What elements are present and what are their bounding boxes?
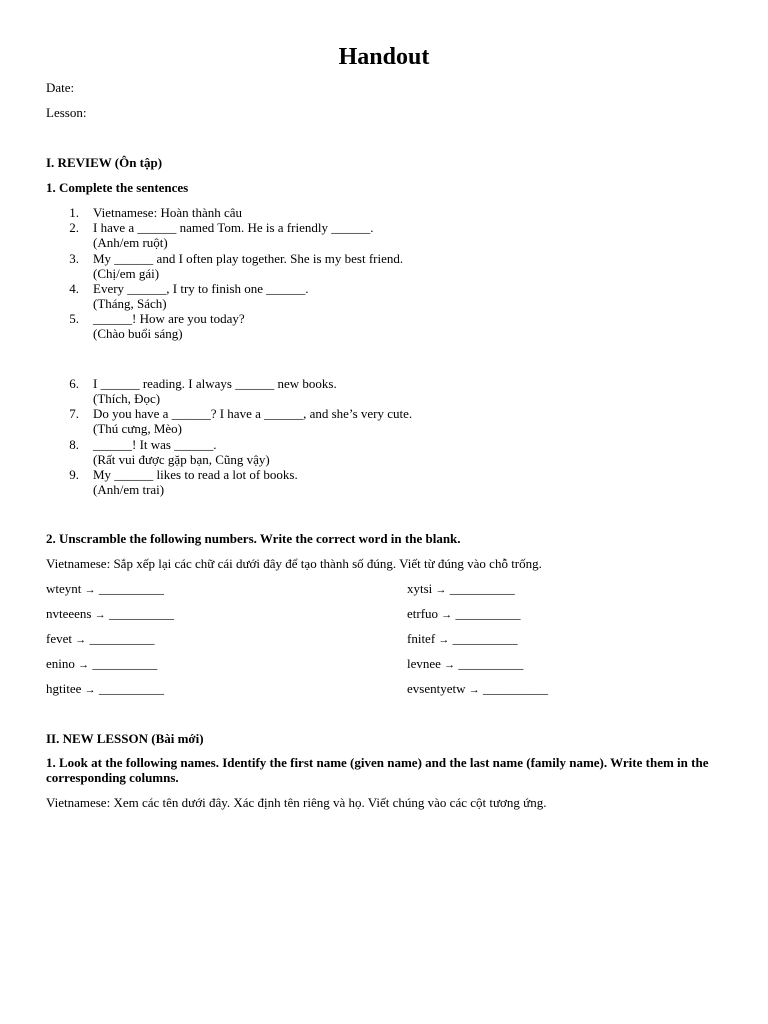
item-hint: (Chị/em gái)	[93, 266, 160, 281]
item-number: 4.	[69, 281, 79, 296]
answer-blank[interactable]: __________	[98, 681, 164, 696]
item-number: 1.	[69, 205, 79, 220]
item-hint: (Chào buổi sáng)	[93, 326, 183, 341]
item-hint: (Anh/em trai)	[93, 482, 165, 497]
scrambled-word: xytsi	[407, 581, 433, 596]
exercise-2-vietnamese: Vietnamese: Sắp xếp lại các chữ cái dưới đây để tạo thành số đúng. Viết từ đúng vào chỗ trống.	[46, 556, 542, 571]
item-text: Every ______, I try to finish one ______.	[93, 281, 309, 296]
unscramble-item	[46, 606, 174, 623]
item-number: 8.	[69, 437, 79, 452]
unscramble-item	[407, 581, 515, 598]
new-lesson-exercise-heading: 1. Look at the following names. Identify the first name (given name) and the last name (family name). Write them in the corresponding columns.	[46, 755, 709, 785]
arrow-icon: →	[84, 684, 96, 696]
new-lesson-vietnamese: Vietnamese: Xem các tên dưới đây. Xác định tên riêng và họ. Viết chúng vào các cột tương ứng.	[46, 795, 547, 810]
item-hint: (Tháng, Sách)	[93, 296, 167, 311]
answer-blank[interactable]: __________	[92, 656, 158, 671]
scrambled-word: nvteeens	[46, 606, 92, 621]
arrow-icon: →	[84, 584, 96, 596]
arrow-icon: →	[441, 609, 453, 621]
item-text: I ______ reading. I always ______ new books.	[93, 376, 337, 391]
scrambled-word: fevet	[46, 631, 72, 646]
scrambled-word: evsentyetw	[407, 681, 466, 696]
item-number: 6.	[69, 376, 79, 391]
answer-blank[interactable]: __________	[455, 606, 521, 621]
unscramble-item	[407, 606, 521, 623]
answer-blank[interactable]: __________	[458, 656, 524, 671]
item-text: My ______ likes to read a lot of books.	[93, 467, 298, 482]
exercise-1-heading: 1. Complete the sentences	[46, 180, 189, 195]
item-number: 3.	[69, 251, 79, 266]
item-text: Do you have a ______? I have a ______, and she’s very cute.	[93, 406, 413, 421]
exercise-2-heading: 2. Unscramble the following numbers. Write the correct word in the blank.	[46, 531, 461, 546]
unscramble-item	[407, 631, 518, 648]
item-hint: (Anh/em ruột)	[93, 235, 168, 250]
arrow-icon: →	[94, 609, 106, 621]
arrow-icon: →	[468, 684, 480, 696]
date-label: Date:	[46, 80, 75, 95]
arrow-icon: →	[75, 634, 87, 646]
item-text: I have a ______ named Tom. He is a friendly ______.	[93, 220, 374, 235]
page-title: Handout	[338, 44, 430, 70]
item-hint: (Thích, Đọc)	[93, 391, 161, 406]
unscramble-item	[46, 631, 154, 648]
arrow-icon: →	[435, 584, 447, 596]
scrambled-word: fnitef	[407, 631, 436, 646]
unscramble-item	[46, 581, 164, 598]
answer-blank[interactable]: __________	[98, 581, 164, 596]
lesson-label: Lesson:	[46, 105, 87, 120]
arrow-icon: →	[438, 634, 450, 646]
item-number: 9.	[69, 467, 79, 482]
new-lesson-heading: II. NEW LESSON (Bài mới)	[46, 731, 204, 746]
scrambled-word: etrfuo	[407, 606, 439, 621]
item-hint: (Rất vui được gặp bạn, Cũng vậy)	[93, 452, 270, 467]
answer-blank[interactable]: __________	[452, 631, 518, 646]
scrambled-word: wteynt	[46, 581, 82, 596]
answer-blank[interactable]: __________	[108, 606, 174, 621]
unscramble-item	[407, 681, 548, 698]
item-text: My ______ and I often play together. She is my best friend.	[93, 251, 404, 266]
item-number: 7.	[69, 406, 79, 421]
scrambled-word: enino	[46, 656, 75, 671]
arrow-icon: →	[78, 659, 90, 671]
unscramble-item	[46, 681, 164, 698]
review-heading: I. REVIEW (Ôn tập)	[46, 155, 163, 170]
item-number: 2.	[69, 220, 79, 235]
item-text: ______! How are you today?	[93, 311, 245, 326]
scrambled-word: levnee	[407, 656, 441, 671]
answer-blank[interactable]: __________	[449, 581, 515, 596]
unscramble-item	[46, 656, 157, 673]
item-text: ______! It was ______.	[93, 437, 217, 452]
answer-blank[interactable]: __________	[89, 631, 155, 646]
arrow-icon: →	[444, 659, 456, 671]
answer-blank[interactable]: __________	[482, 681, 548, 696]
item-hint: (Thú cưng, Mèo)	[93, 421, 182, 436]
item-number: 5.	[69, 311, 79, 326]
item-text: Vietnamese: Hoàn thành câu	[93, 205, 243, 220]
unscramble-item	[407, 656, 523, 673]
scrambled-word: hgtitee	[46, 681, 82, 696]
